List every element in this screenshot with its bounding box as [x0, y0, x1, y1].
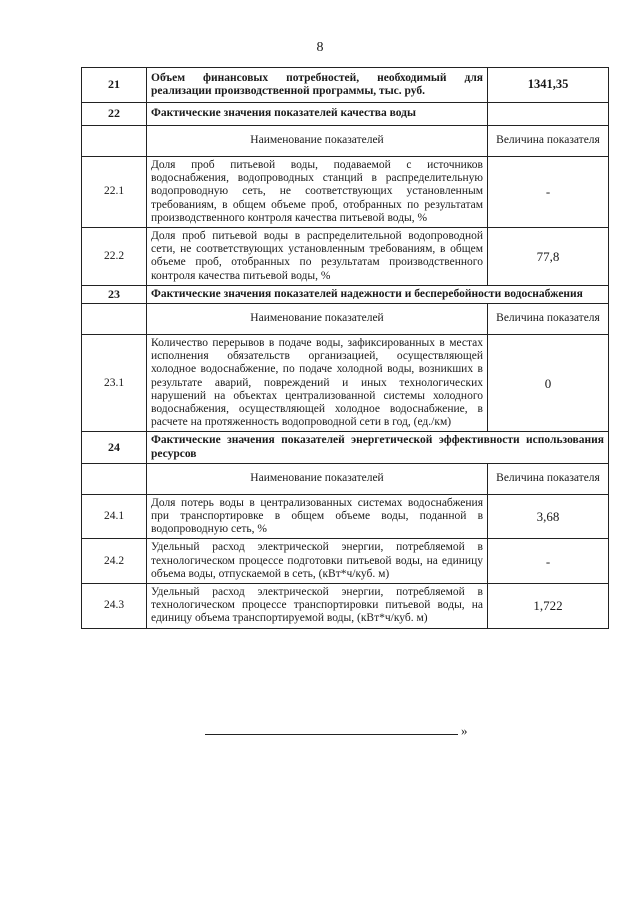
column-header-row: [82, 304, 609, 335]
row-value: 1341,35: [488, 68, 609, 103]
section-row-22: [82, 103, 609, 126]
section-number: 24: [82, 432, 147, 463]
row-description: Удельный расход электрической энергии, потребляемой в технологическом процессе подготовки питьевой воды, на единицу объема воды, отпускаемой в сеть, (кВт*ч/куб. м): [147, 539, 488, 584]
row-description: Удельный расход электрической энергии, потребляемой в технологическом процессе транспортировки питьевой воды, на единицу объема транспортируемой воды, (кВт*ч/куб. м): [147, 584, 488, 629]
row-value: 77,8: [488, 228, 609, 286]
row-value: 1,722: [488, 584, 609, 629]
table-row-24-1: [82, 494, 609, 539]
header-value: Величина показателя: [488, 304, 609, 335]
row-description: Доля проб питьевой воды в распределительной водопроводной сети, не соответствующих установленным требованиям, в общем объеме проб, отобранных по результатам производственного контроля качества питьевой воды, %: [147, 228, 488, 286]
row-value: 3,68: [488, 494, 609, 539]
empty-cell: [488, 103, 609, 126]
row-number: 22.2: [82, 228, 147, 286]
table-row-22-2: [82, 228, 609, 286]
empty-cell: [82, 304, 147, 335]
header-name: Наименование показателей: [147, 304, 488, 335]
section-row-23: [82, 285, 609, 303]
row-value: -: [488, 539, 609, 584]
row-number: 24.2: [82, 539, 147, 584]
row-number: 24.3: [82, 584, 147, 629]
column-header-row: [82, 126, 609, 157]
empty-cell: [82, 463, 147, 494]
indicators-table: [81, 67, 609, 629]
section-title: Фактические значения показателей качества воды: [147, 103, 488, 126]
table-row-21: [82, 68, 609, 103]
row-number: 24.1: [82, 494, 147, 539]
row-number: 22.1: [82, 157, 147, 228]
row-value: 0: [488, 335, 609, 432]
closing-underline: [205, 734, 458, 735]
table-row-23-1: [82, 335, 609, 432]
header-value: Величина показателя: [488, 126, 609, 157]
closing-line-group: [205, 723, 475, 737]
row-description: Доля потерь воды в централизованных системах водоснабжения при транспортировке в общем объеме воды, поданной в водопроводную сеть, %: [147, 494, 488, 539]
section-row-24: [82, 432, 609, 463]
header-name: Наименование показателей: [147, 463, 488, 494]
section-title: Фактические значения показателей энергетической эффективности использования ресурсов: [147, 432, 609, 463]
row-description: Доля проб питьевой воды, подаваемой с источников водоснабжения, водопроводных станций в распределительную водопроводную сеть, не соответствующих установленным требованиям, в общем объеме проб, отобранных по результатам производственного контроля качества питьевой воды, %: [147, 157, 488, 228]
row-title: Объем финансовых потребностей, необходимый для реализации производственной программы, тыс. руб.: [147, 68, 488, 103]
table-row-24-3: [82, 584, 609, 629]
header-name: Наименование показателей: [147, 126, 488, 157]
empty-cell: [82, 126, 147, 157]
page-number: 8: [316, 40, 324, 55]
column-header-row: [82, 463, 609, 494]
header-value: Величина показателя: [488, 463, 609, 494]
row-number: 23.1: [82, 335, 147, 432]
section-title: Фактические значения показателей надежности и бесперебойности водоснабжения: [147, 285, 609, 303]
row-value: -: [488, 157, 609, 228]
table-row-24-2: [82, 539, 609, 584]
row-number: 21: [82, 68, 147, 103]
closing-quote: »: [461, 723, 468, 738]
section-number: 22: [82, 103, 147, 126]
section-number: 23: [82, 285, 147, 303]
row-description: Количество перерывов в подаче воды, зафиксированных в местах исполнения обязательств организацией, осуществляющей холодное водоснабжение, по подаче холодной воды, возникших в результате аварий, повреждений и иных технологических нарушений на объектах централизованной системы холодного водоснабжения, осуществляющей холодное водоснабжение, в расчете на протяженность водопроводной сети в год, (ед./км): [147, 335, 488, 432]
table-row-22-1: [82, 157, 609, 228]
